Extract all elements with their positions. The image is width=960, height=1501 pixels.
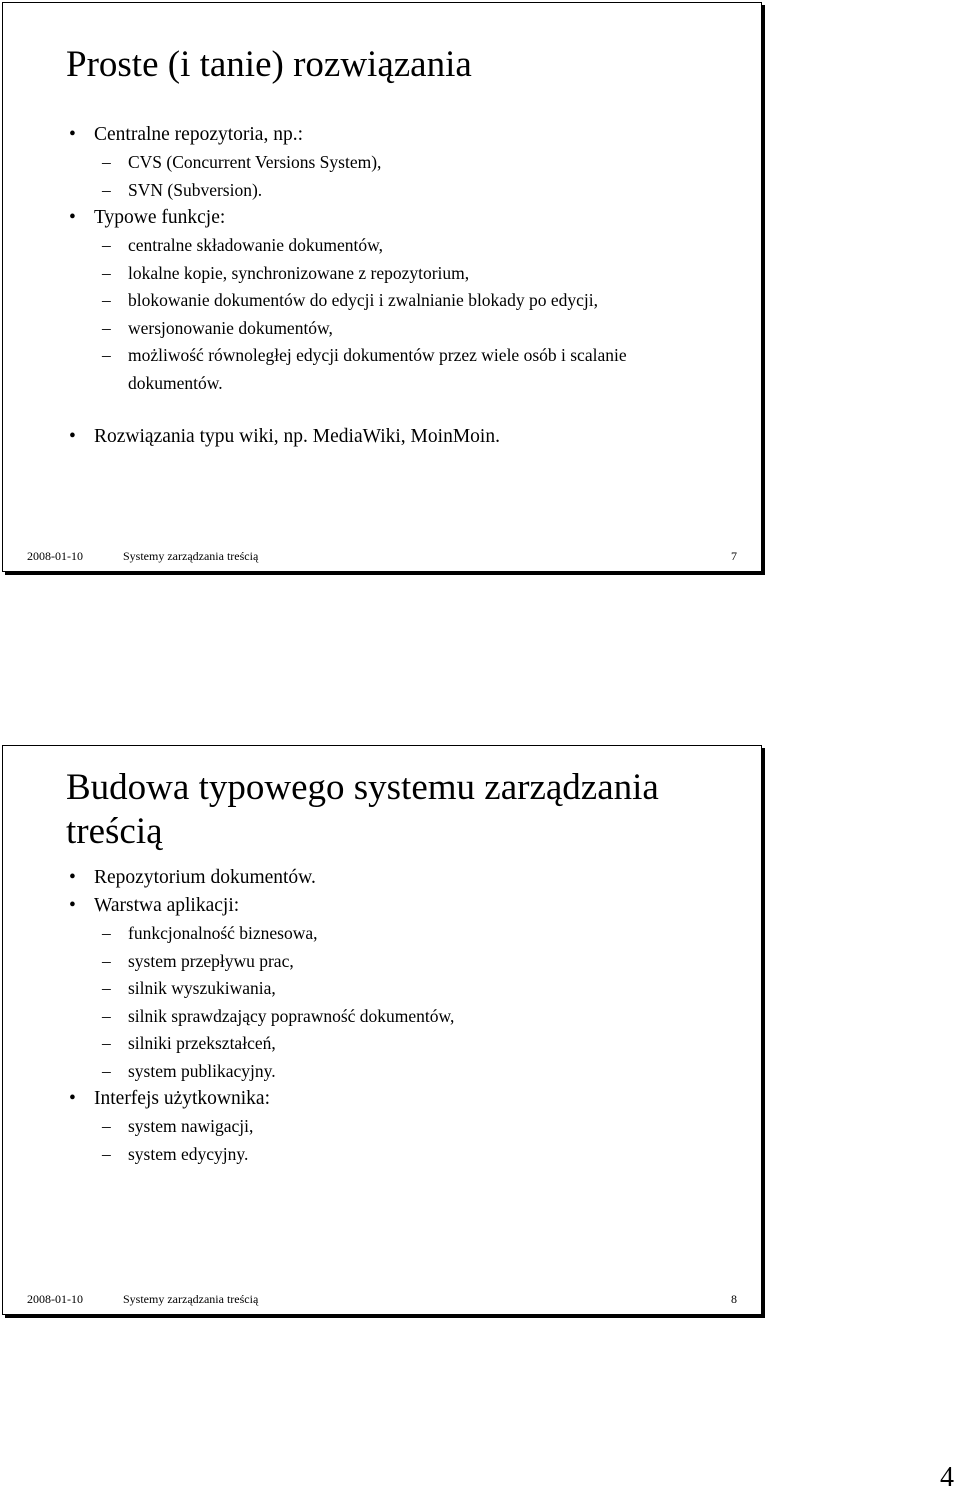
bullet-dot-icon: • <box>69 895 76 916</box>
sub-list <box>94 920 741 1085</box>
sub-list <box>94 149 741 204</box>
sub-item-text: CVS (Concurrent Versions System), <box>128 152 382 172</box>
sub-list <box>94 1113 741 1168</box>
bullet-item <box>66 1085 741 1168</box>
bullet-item <box>66 423 741 451</box>
dash-icon: – <box>102 1033 111 1053</box>
sub-item <box>66 1058 741 1086</box>
dash-icon: – <box>102 345 111 365</box>
sub-item <box>66 260 741 288</box>
sub-item <box>66 1030 741 1058</box>
footer-title: Systemy zarządzania treścią <box>123 549 259 563</box>
dash-icon: – <box>102 235 111 255</box>
bullet-dot-icon: • <box>69 207 76 228</box>
sub-item-text: SVN (Subversion). <box>128 179 263 200</box>
dash-icon: – <box>102 978 111 998</box>
slide-number: 7 <box>731 549 737 563</box>
sub-item-text: system nawigacji, <box>128 1116 254 1136</box>
sub-item-text: silniki przekształceń, <box>128 1033 276 1053</box>
bullet-text: Interfejs użytkownika: <box>94 1088 270 1109</box>
sub-item-text: system przepływu prac, <box>128 950 294 971</box>
dash-icon: – <box>102 317 111 338</box>
bullet-list <box>66 121 741 451</box>
sub-item-text: możliwość równoległej edycji dokumentów przez wiele osób i scalanie dokumentów. <box>128 345 627 393</box>
bullet-item <box>66 892 741 1085</box>
bullet-text: Rozwiązania typu wiki, np. MediaWiki, MoinMoin. <box>94 426 500 447</box>
sub-item <box>66 975 741 1003</box>
bullet-item <box>66 204 741 397</box>
sub-list <box>94 232 741 397</box>
footer-date: 2008-01-10 <box>27 1292 83 1306</box>
slide-7 <box>2 2 762 572</box>
sub-item <box>66 1003 741 1031</box>
dash-icon: – <box>102 1005 111 1026</box>
sub-item <box>66 920 741 948</box>
dash-icon: – <box>102 1116 111 1136</box>
sub-item-text: centralne składowanie dokumentów, <box>128 235 383 255</box>
slide-8 <box>2 745 762 1315</box>
dash-icon: – <box>102 152 111 172</box>
sub-item-text: blokowanie dokumentów do edycji i zwalnianie blokady po edycji, <box>128 290 598 310</box>
bullet-item <box>66 864 741 892</box>
sub-item-text: wersjonowanie dokumentów, <box>128 317 333 338</box>
bullet-text: Repozytorium dokumentów. <box>94 867 316 888</box>
dash-icon: – <box>102 1060 111 1081</box>
bullet-text: Typowe funkcje: <box>94 207 226 228</box>
slide-number: 8 <box>731 1292 737 1306</box>
sub-item <box>66 149 741 177</box>
sub-item <box>66 287 741 315</box>
sub-item <box>66 342 688 397</box>
slide-title: Budowa typowego systemu zarządzania treścią <box>66 767 659 852</box>
sub-item <box>66 315 741 343</box>
bullet-dot-icon: • <box>69 867 76 888</box>
dash-icon: – <box>102 923 111 943</box>
footer-date: 2008-01-10 <box>27 549 83 563</box>
sub-item-text: lokalne kopie, synchronizowane z repozytorium, <box>128 262 470 283</box>
bullet-text: Centralne repozytoria, np.: <box>94 124 304 145</box>
dash-icon: – <box>102 262 111 283</box>
slide-title: Proste (i tanie) rozwiązania <box>66 44 472 85</box>
dash-icon: – <box>102 950 111 971</box>
sub-item <box>66 232 741 260</box>
bullet-dot-icon: • <box>69 124 76 145</box>
sub-item-text: system edycyjny. <box>128 1143 249 1164</box>
bullet-item <box>66 121 741 204</box>
sub-item-text: funkcjonalność biznesowa, <box>128 923 318 943</box>
dash-icon: – <box>102 290 111 310</box>
footer-title: Systemy zarządzania treścią <box>123 1292 259 1306</box>
dash-icon: – <box>102 179 111 200</box>
dash-icon: – <box>102 1143 111 1164</box>
sub-item <box>66 1113 741 1141</box>
bullet-dot-icon: • <box>69 426 76 447</box>
page-number: 4 <box>940 1462 954 1493</box>
sub-item-text: silnik sprawdzający poprawność dokumentów, <box>128 1005 455 1026</box>
slide-content <box>66 864 741 1168</box>
sub-item-text: silnik wyszukiwania, <box>128 978 276 998</box>
sub-item <box>66 177 741 205</box>
spacer <box>66 397 741 423</box>
slide-content <box>66 121 741 451</box>
bullet-dot-icon: • <box>69 1088 76 1109</box>
sub-item <box>66 1141 741 1169</box>
sub-item-text: system publikacyjny. <box>128 1060 276 1081</box>
bullet-list <box>66 864 741 1168</box>
bullet-text: Warstwa aplikacji: <box>94 895 240 916</box>
sub-item <box>66 948 741 976</box>
